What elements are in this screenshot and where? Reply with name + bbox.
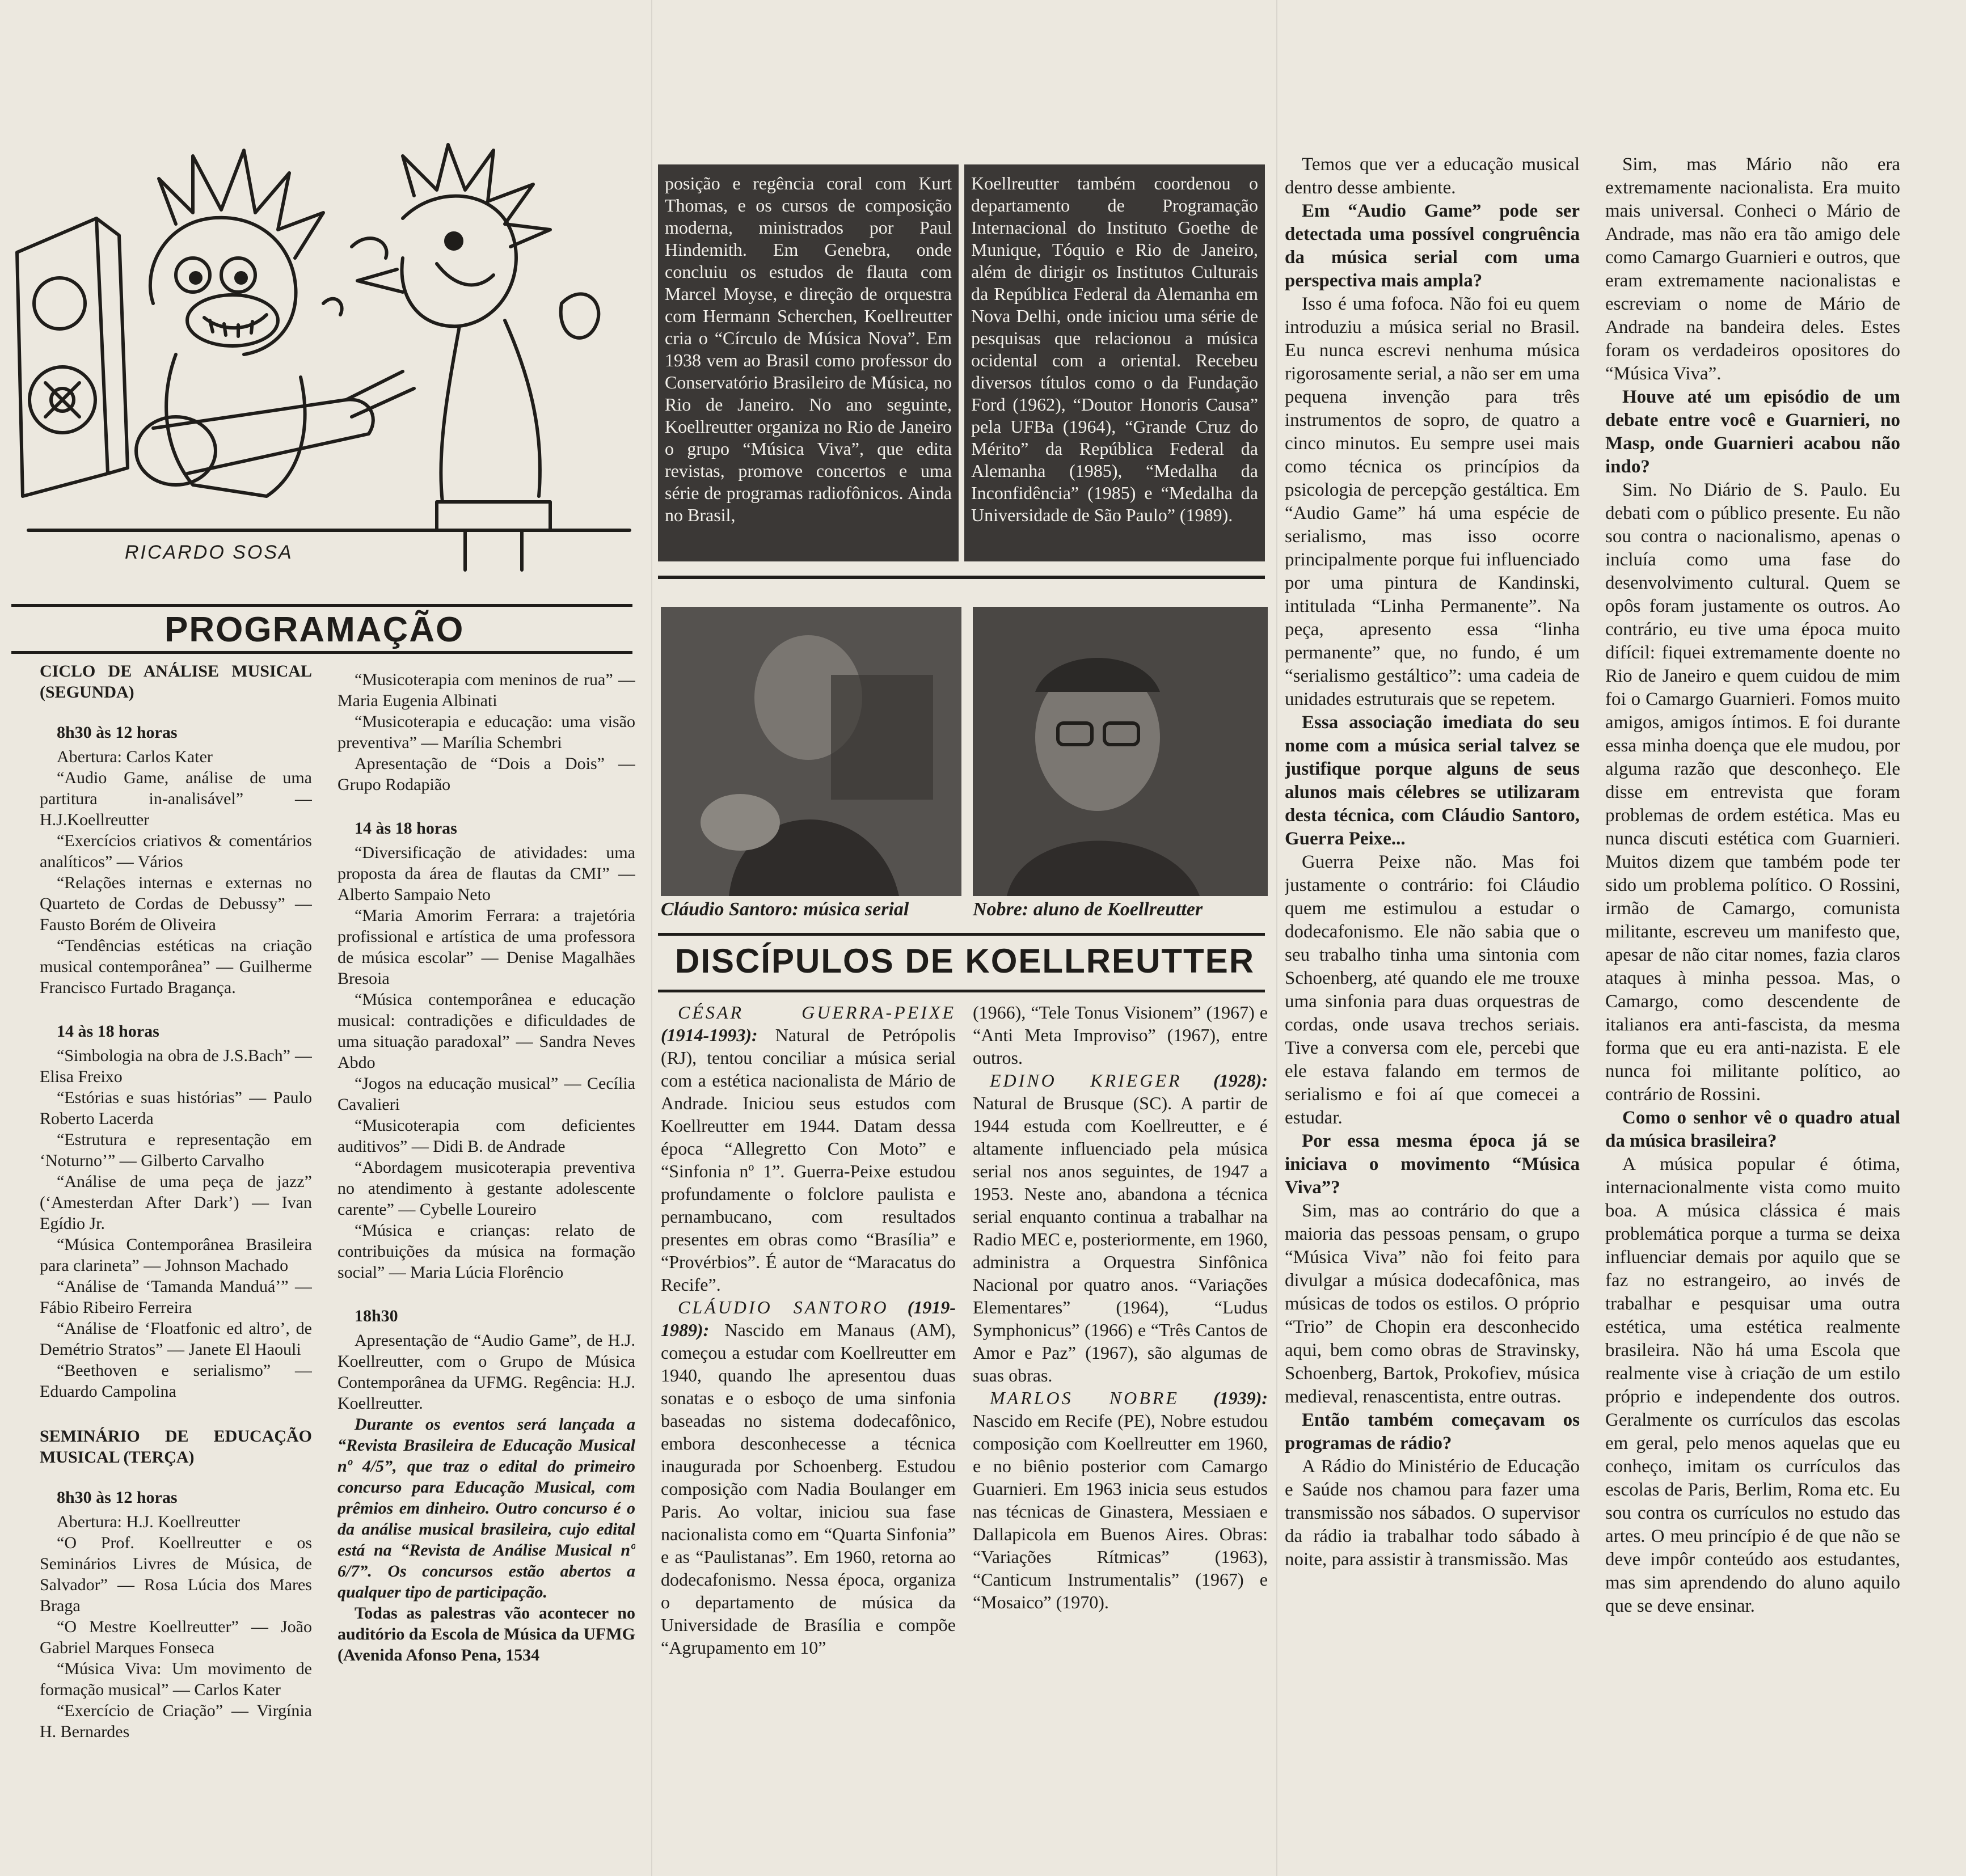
schedule-item: Apresentação de “Audio Game”, de H.J. Koellreutter, com o Grupo de Música Contemporânea da UFMG. Regência: H.J. Koellreutter. xyxy=(337,1331,635,1413)
time-slot: 8h30 às 12 horas xyxy=(57,723,178,742)
photo-claudio-santoro xyxy=(661,607,961,896)
section-rule xyxy=(658,990,1265,992)
schedule-item: “Audio Game, análise de uma partitura in-analisável” — H.J.Koellreutter xyxy=(40,768,312,829)
bio-box-left: posição e regência coral com Kurt Thomas, e os cursos de composição moderna, ministrados por Paul Hindemith. Em Genebra, onde concluiu os estudos de flauta com Marcel Moyse, e direção de orquestra com Hermann Scherchen, Koellreutter cria o “Círculo de Música Nova”. Em 1938 vem ao Brasil como professor do Conservatório Brasileiro de Música, no Rio de Janeiro. No ano seguinte, Koellreutter organiza no Rio de Janeiro o grupo “Música Viva”, que edita revistas, promove concertos e uma série de programas radiofônicos. Ainda no Brasil, xyxy=(658,164,959,561)
interview-column-2 xyxy=(1605,153,1900,1860)
page-fold xyxy=(651,0,652,1876)
bio-claudio-santoro xyxy=(661,1296,956,1659)
interview-answer: Temos que ver a educação musical dentro desse ambiente. xyxy=(1285,154,1580,198)
schedule-list xyxy=(337,669,635,795)
schedule-item: “Análise de ‘Tamanda Manduá’” — Fábio Ribeiro Ferreira xyxy=(40,1277,312,1317)
bio-name: CÉSAR GUERRA-PEIXE xyxy=(678,1002,956,1022)
interview-answer: Isso é uma fofoca. Não foi eu quem introduziu a música serial no Brasil. Eu nunca escrevi nenhuma música rigorosamente serial, a não ser em uma pequena invenção para três instrumentos de sopro, de quatro a cinco minutos. Eu sempre usei mais como técnica os princípios da psicologia de percepção gestáltica. Em “Audio Game” há uma espécie de serialismo, mas isso ocorre principalmente porque fui influenciado por uma pintura de Kandinski, intitulada “Linha Permanente”. Na peça, apresento essa “linha permanente” que, no fundo, é um “serialismo gestáltico”: uma cadeia de unidades estruturais que se repetem. xyxy=(1285,294,1580,709)
interview-answer: Sim. No Diário de S. Paulo. Eu debati com o público presente. Eu não sou contra o nacionalismo, apenas o incluía como uma fase do desenvolvimento cultural. Quem se opôs foram justamente os outros. Ao contrário, eu tive uma época muito difícil: fiquei extremamente doente no Rio de Janeiro e quem cuidou de mim foi o Camargo Guarnieri. Fomos muito amigos, amigos íntimos. E foi durante essa minha doença que ele mudou, por alguma razão que desconheço. Ele disse em entrevista que foram problemas de ordem estética. Mas eu nunca discuti estética com Guarnieri. Muitos dizem que também pode ter sido um problema político. O Rossini, irmão de Camargo, comunista militante, escreveu um manifesto que, apesar de não citar nomes, fazia claros ataques à minha pessoa. Mas, o Camargo, como descendente de italianos era anti-fascista, da mesma forma que eu era anti-nazista. E ele nunca foi militante político, ao contrário de Rossini. xyxy=(1605,480,1900,1105)
caption-claudio-santoro: Cláudio Santoro: música serial xyxy=(661,899,909,920)
programacao-left-column xyxy=(40,661,312,1863)
discipulos-column-2 xyxy=(973,1001,1268,1863)
schedule-item: “Beethoven e serialismo” — Eduardo Campolina xyxy=(40,1361,312,1401)
schedule-item: “Tendências estéticas na criação musical contemporânea” — Guilherme Francisco Furtado Bragança. xyxy=(40,936,312,997)
schedule-item: “Exercício de Criação” — Virgínia H. Bernardes xyxy=(40,1701,312,1741)
bio-name: EDINO KRIEGER xyxy=(990,1070,1182,1091)
schedule-item: “Exercícios criativos & comentários analíticos” — Vários xyxy=(40,831,312,871)
ciclo-heading: CICLO DE ANÁLISE MUSICAL (SEGUNDA) xyxy=(40,662,312,702)
programacao-title: PROGRAMAÇÃO xyxy=(164,610,465,649)
interview-answer: A música popular é ótima, internacionalmente vista como muito boa. A música clássica é mais problemática porque a turma se deixa influenciar demais por aquilo que se faz no estrangeiro, ao invés de trabalhar e pesquisar uma outra estética, uma estética realmente brasileira. Não há uma Escola que realmente vise à criação de um estilo próprio e independente dos outros. Geralmente os currículos das escolas em geral, pelo menos aquelas que eu conheço, imitam os currículos das escolas de Paris, Berlim, Roma etc. Eu sou contra os currículos no estudo das artes. O meu princípio é de que não se deve impôr conteúdo aos estudantes, mas sim aprendendo do aluno aquilo que se deve ensinar. xyxy=(1605,1154,1900,1616)
bio-text: Nascido em Manaus (AM), começou a estudar com Koellreutter em 1940, quando lhe apresentou duas sonatas e o esboço de uma sinfonia baseadas no sistema dodecafônico, embora desconhecesse a técnica inaugurada por Schoenberg. Estudou composição com Nadia Boulanger em Paris. Ao voltar, iniciou sua fase nacionalista como em “Quarta Sinfonia” e as “Paulistanas”. Em 1960, retorna ao dodecafonismo. Nessa época, organiza o departamento de música da Universidade de Brasília e compõe “Agrupamento em 10” xyxy=(661,1320,956,1658)
photo-marlos-nobre-image xyxy=(973,607,1268,896)
bio-edino-krieger xyxy=(973,1069,1268,1387)
bio-years: (1919-1989): xyxy=(661,1297,956,1340)
bio-box-right: Koellreutter também coordenou o departamento de Programação Internacional do Instituto Goethe de Munique, Tóquio e Rio de Janeiro, além de dirigir os Institutos Culturais da República Federal da Alemanha em Nova Delhi, onde iniciou uma série de pesquisas que relacionou a música ocidental com a oriental. Recebeu diversos títulos como o da Fundação Ford (1962), “Doutor Honoris Causa” pela UFBa (1964), “Grande Cruz do Mérito” da República Federal da Alemanha (1985), “Medalha da Inconfidência” (1985) e “Medalha da Universidade de São Paulo” (1989). xyxy=(964,164,1265,561)
schedule-item: “Relações internas e externas no Quarteto de Cordas de Debussy” — Fausto Borém de Oliveira xyxy=(40,873,312,934)
bio-name: CLÁUDIO SANTORO xyxy=(678,1297,889,1317)
section-rule xyxy=(11,604,632,607)
cartoon-drawing xyxy=(6,133,641,587)
schedule-item: “Diversificação de atividades: uma proposta da área de flautas da CMI” — Alberto Sampaio Neto xyxy=(337,843,635,904)
bio-guerra-peixe xyxy=(661,1001,956,1296)
schedule-item: “Análise de ‘Floatfonic ed altro’, de Demétrio Stratos” — Janete El Haouli xyxy=(40,1319,312,1359)
schedule-item: “Estrutura e representação em ‘Noturno’” — Gilberto Carvalho xyxy=(40,1130,312,1170)
caption-marlos-nobre: Nobre: aluno de Koellreutter xyxy=(973,899,1203,920)
schedule-item: Abertura: H.J. Koellreutter xyxy=(57,1512,241,1531)
discipulos-title: DISCÍPULOS DE KOELLREUTTER xyxy=(675,942,1255,980)
page-fold xyxy=(1276,0,1277,1876)
schedule-item: Apresentação de “Dois a Dois” — Grupo Rodapião xyxy=(337,754,635,794)
bio-marlos-nobre xyxy=(973,1387,1268,1613)
schedule-item: “O Mestre Koellreutter” — João Gabriel Marques Fonseca xyxy=(40,1617,312,1657)
schedule-item: “Estórias e suas histórias” — Paulo Roberto Lacerda xyxy=(40,1088,312,1128)
time-slot: 14 às 18 horas xyxy=(355,819,457,838)
schedule-item: “Musicoterapia e educação: uma visão preventiva” — Marília Schembri xyxy=(337,712,635,752)
time-slot: 8h30 às 12 horas xyxy=(57,1488,178,1507)
photo-claudio-santoro-image xyxy=(661,607,961,896)
schedule-item: “Análise de uma peça de jazz” (‘Amesterdan After Dark’) — Ivan Egídio Jr. xyxy=(40,1172,312,1233)
interview-answer: Guerra Peixe não. Mas foi justamente o contrário: foi Cláudio quem me estimulou a estudar o dodecafonismo. Ele não sabia que o seu trabalho tinha uma sintonia com Schoenberg, até quando ele me trouxe uma sinfonia para duas orquestras de cordas, onde usava trechos seriais. Tive a conversa com ele, percebi que ele estava falando em termos de serialismo e foi aí que comecei a estudar. xyxy=(1285,852,1580,1128)
schedule-item: “Musicoterapia com deficientes auditivos” — Didi B. de Andrade xyxy=(337,1116,635,1156)
schedule-item: “O Prof. Koellreutter e os Seminários Livres de Música, de Salvador” — Rosa Lúcia dos Mares Braga xyxy=(40,1533,312,1615)
interview-question: Por essa mesma época já se iniciava o movimento “Música Viva”? xyxy=(1285,1131,1580,1198)
interview-question: Como o senhor vê o quadro atual da música brasileira? xyxy=(1605,1108,1900,1151)
programacao-right-column xyxy=(337,669,635,1860)
bio-text: Natural de Petrópolis (RJ), tentou conciliar a música serial com a estética nacionalista de Mário de Andrade. Iniciou seus estudos com Koellreutter em 1944. Datam dessa época “Allegretto Con Moto” e “Sinfonia nº 1”. Guerra-Peixe estudou profundamente o folclore paulista e pernambucano, com resultados presentes em obras como “Brasília” e “Provérbios”. É autor de “Maracatus do Recife”. xyxy=(661,1025,956,1295)
schedule-item: “Música contemporânea e educação musical: contradições e dificuldades de uma situação paradoxal” — Sandra Neves Abdo xyxy=(337,990,635,1072)
time-slot: 14 às 18 horas xyxy=(57,1022,159,1041)
section-rule xyxy=(11,651,632,654)
schedule-item: “Música e crianças: relato de contribuições da música na formação social” — Maria Lúcia Florêncio xyxy=(337,1221,635,1282)
section-rule xyxy=(658,933,1265,936)
photo-marlos-nobre xyxy=(973,607,1268,896)
schedule-item: “Simbologia na obra de J.S.Bach” — Elisa Freixo xyxy=(40,1046,312,1086)
schedule-item: Abertura: Carlos Kater xyxy=(57,747,213,766)
revista-note: Durante os eventos será lançada a “Revista Brasileira de Educação Musical nº 4/5”, que traz o edital do primeiro concurso para Educação Musical, com prêmios em dinheiro. Outro concurso é o da análise musical brasileira, cujo edital está na “Revista de Análise Musical nº 6/7”. Os concursos estão abertos a qualquer tipo de participação. xyxy=(337,1415,635,1602)
bio-text: Natural de Brusque (SC). A partir de 1944 estuda com Koellreutter, e é altamente influenciado pela música serial nos anos seguintes, de 1947 a 1953. Neste ano, abandona a técnica serial enquanto continua a trabalhar na Radio MEC e, posteriormente, em 1960, administra a Orquestra Sinfônica Nacional por quatro anos. “Variações Elementares” (1964), “Ludus Symphonicus” (1966) e “Três Cantos de Amor e Paz” (1967), são algumas de suas obras. xyxy=(973,1093,1268,1385)
bio-text: Nascido em Recife (PE), Nobre estudou composição com Koellreutter em 1960, e no biênio posterior com Camargo Guarnieri. Em 1963 inicia seus estudos nas técnicas de Ginastera, Messiaen e Dallapicola em Buenos Aires. Obras: “Variações Rítmicas” (1963), “Canticum Instrumentalis” (1967) e “Mosaico” (1970). xyxy=(973,1410,1268,1612)
schedule-item: “Musicoterapia com meninos de rua” — Maria Eugenia Albinati xyxy=(337,670,635,710)
interview-question: Então também começavam os programas de rádio? xyxy=(1285,1410,1580,1454)
time-slot: 18h30 xyxy=(355,1307,398,1325)
interview-question: Houve até um episódio de um debate entre você e Guarnieri, no Masp, onde Guarnieri acabou não indo? xyxy=(1605,387,1900,477)
venue-footnote: Todas as palestras vão acontecer no auditório da Escola de Música da UFMG (Avenida Afonso Pena, 1534 xyxy=(337,1604,635,1664)
interview-answer: Sim, mas ao contrário do que a maioria das pessoas pensam, o grupo “Música Viva” não foi feito para divulgar a música dodecafônica, mas músicas de todos os estilos. O próprio “Trio” de Chopin era desconhecido aqui, bem como obras de Stravinsky, Schoenberg, Bartok, Prokofiev, música medieval, renascentista, entre outras. xyxy=(1285,1201,1580,1407)
bio-years: (1928): xyxy=(1213,1070,1268,1091)
schedule-item: “Música Viva: Um movimento de formação musical” — Carlos Kater xyxy=(40,1659,312,1699)
schedule-item: “Música Contemporânea Brasileira para clarineta” — Johnson Machado xyxy=(40,1235,312,1275)
cartoon-illustration xyxy=(6,133,641,587)
interview-question: Em “Audio Game” pode ser detectada uma possível congruência da música serial com uma perspectiva mais ampla? xyxy=(1285,201,1580,291)
interview-column-1 xyxy=(1285,153,1580,1860)
bio-years: (1939): xyxy=(1213,1388,1268,1408)
interview-answer: A Rádio do Ministério de Educação e Saúde nos chamou para fazer uma transmissão nos sábados. O supervisor da rádio ia trabalhar todo sábado à noite, para assistir à transmissão. Mas xyxy=(1285,1456,1580,1570)
discipulos-column-1 xyxy=(661,1001,956,1863)
schedule-item: “Jogos na educação musical” — Cecília Cavalieri xyxy=(337,1074,635,1114)
schedule-list xyxy=(337,842,635,1283)
schedule-list xyxy=(40,1511,312,1742)
interview-question: Essa associação imediata do seu nome com a música serial talvez se justifique porque alguns de seus alunos mais célebres se utilizaram desta técnica, com Cláudio Santoro, Guerra Peixe... xyxy=(1285,712,1580,849)
schedule-list xyxy=(40,1045,312,1402)
schedule-item: “Maria Amorim Ferrara: a trajetória profissional e artística de uma professora de música escolar” — Denise Magalhães Bresoia xyxy=(337,906,635,988)
illustration-signature: RICARDO SOSA xyxy=(125,542,293,563)
schedule-item: “Abordagem musicoterapia preventiva no atendimento à gestante adolescente carente” — Cybelle Loureiro xyxy=(337,1158,635,1219)
bio-years: (1914-1993): xyxy=(661,1025,758,1045)
bio-continuation: (1966), “Tele Tonus Visionem” (1967) e “Anti Meta Improviso” (1967), entre outros. xyxy=(973,1002,1268,1068)
bio-name: MARLOS NOBRE xyxy=(990,1388,1179,1408)
schedule-list xyxy=(40,746,312,998)
section-rule xyxy=(658,576,1265,579)
interview-answer: Sim, mas Mário não era extremamente nacionalista. Era muito mais universal. Conheci o Mário de Andrade, mas não era tão amigo dele como Camargo Guarnieri e outros, que eram extremamente nacionalistas e escreviam o nome de Mário de Andrade na bandeira deles. Estes foram os verdadeiros opositores do “Música Viva”. xyxy=(1605,154,1900,384)
seminario-heading: SEMINÁRIO DE EDUCAÇÃO MUSICAL (TERÇA) xyxy=(40,1427,312,1467)
